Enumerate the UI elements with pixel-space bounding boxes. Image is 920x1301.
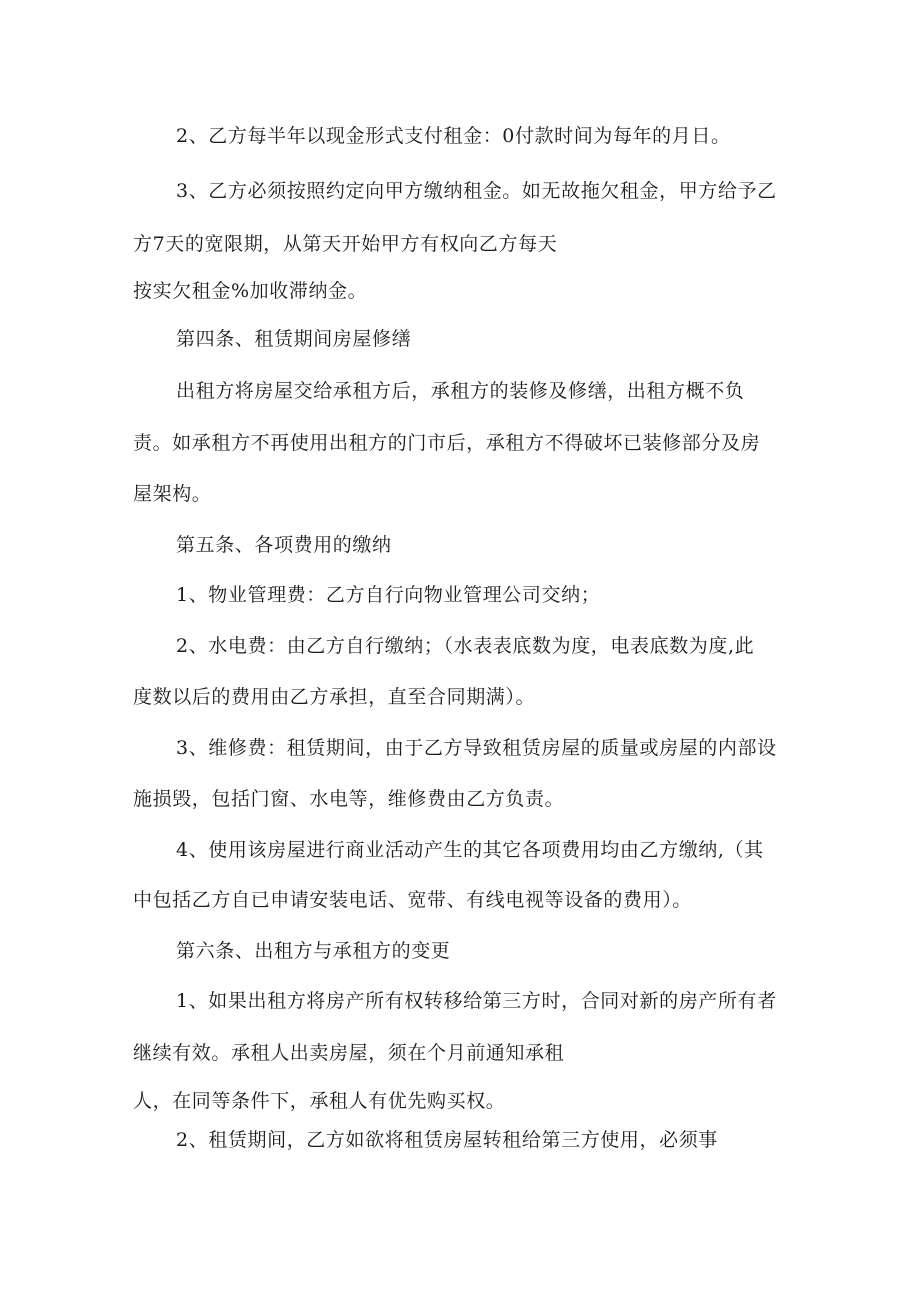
article-5-item-3-line-2: 施损毁，包括门窗、水电等，维修费由乙方负责。 [133, 788, 565, 810]
article-4-heading: 第四条、租赁期间房屋修缮 [176, 328, 412, 350]
article-5-heading: 第五条、各项费用的缴纳 [176, 534, 392, 556]
clause-3-rent-obligation: 3、乙方必须按照约定向甲方缴纳租金。如无故拖欠租金，甲方给予乙 [176, 180, 777, 202]
article-6-item-1-line-2: 继续有效。承租人出卖房屋，须在个月前通知承租 [133, 1042, 565, 1064]
article-6-item-1-line-3: 人，在同等条件下，承租人有优先购买权。 [133, 1090, 506, 1112]
clause-2-payment-schedule: 2、乙方每半年以现金形式支付租金：0付款时间为每年的月日。 [176, 125, 731, 147]
article-5-item-3-line-1: 3、维修费：租赁期间，由于乙方导致租赁房屋的质量或房屋的内部设 [176, 737, 777, 759]
article-5-item-2-line-2: 度数以后的费用由乙方承担，直至合同期满）。 [133, 686, 536, 708]
article-6-item-2-line-1: 2、租赁期间，乙方如欲将租赁房屋转租给第三方使用，必须事 [176, 1129, 718, 1151]
article-6-item-1-line-1: 1、如果出租方将房产所有权转移给第三方时，合同对新的房产所有者 [176, 990, 777, 1012]
article-5-item-2-line-1: 2、水电费：由乙方自行缴纳；（水表表底数为度，电表底数为度,此 [176, 635, 755, 657]
article-6-heading: 第六条、出租方与承租方的变更 [176, 940, 451, 962]
article-5-item-4-line-2: 中包括乙方自已申请安装电话、宽带、有线电视等设备的费用）。 [133, 889, 692, 911]
article-4-paragraph-line-1: 出租方将房屋交给承租方后，承租方的装修及修缮，出租方概不负 [176, 380, 745, 402]
clause-3-grace-period: 方7天的宽限期，从第天开始甲方有权向乙方每天 [133, 233, 558, 255]
article-5-item-4-line-1: 4、使用该房屋进行商业活动产生的其它各项费用均由乙方缴纳,（其 [176, 839, 764, 861]
clause-3-late-fee: 按实欠租金%加收滞纳金。 [133, 280, 368, 302]
article-4-paragraph-line-2: 责。如承租方不再使用出租方的门市后，承租方不得破坏已装修部分及房 [133, 432, 761, 454]
article-4-paragraph-line-3: 屋架构。 [133, 483, 212, 505]
article-5-item-1: 1、物业管理费：乙方自行向物业管理公司交纳； [176, 584, 601, 606]
